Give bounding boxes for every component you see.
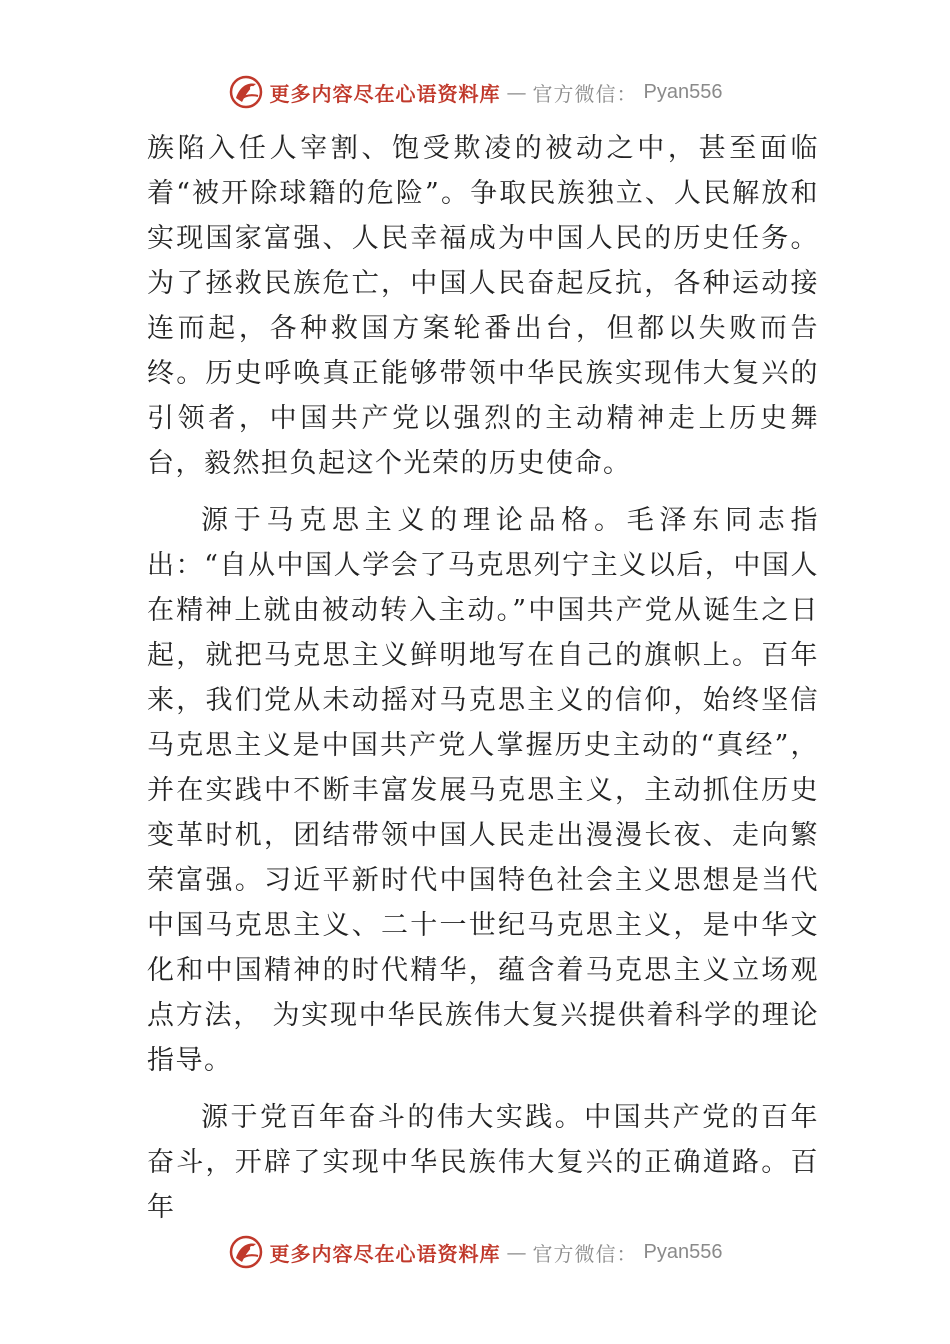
brand-logo-icon [228, 74, 264, 110]
header-wechat-label: 官方微信： [532, 81, 638, 106]
header-brand-text: 更多内容尽在心语资料库 [269, 81, 501, 106]
footer-wechat-label: 官方微信： [532, 1241, 638, 1266]
paragraph-1: 族陷入任人宰割、饱受欺凌的被动之中，甚至面临着“被开除球籍的危险”。争取民族独立、人民解放和实现国家富强、人民幸福成为中国人民的历史任务。为了拯救民族危亡，中国人民奋起反抗，各种运动接连而起，各种救国方案轮番出台，但都以失败而告终。历史呼唤真正能够带领中华民族实现伟大复兴的引领者，中国共产党以强烈的主动精神走上历史舞台，毅然担负起这个光荣的历史使命。 [147, 133, 819, 479]
document-body [147, 126, 819, 1230]
paragraph-3: 源于党百年奋斗的伟大实践。中国共产党的百年奋斗，开辟了实现中华民族伟大复兴的正确道路。百年 [147, 1102, 819, 1223]
brand-logo-icon [228, 1234, 264, 1270]
header-watermark [0, 72, 950, 112]
footer-watermark [0, 1232, 950, 1272]
header-wechat-id: Pyan556 [643, 80, 723, 103]
footer-brand-text: 更多内容尽在心语资料库 [269, 1241, 501, 1266]
paragraph-2: 源于马克思主义的理论品格。毛泽东同志指出：“自从中国人学会了马克思列宁主义以后，中国人在精神上就由被动转入主动。”中国共产党从诞生之日起，就把马克思主义鲜明地写在自己的旗帜上。百年来，我们党从未动摇对马克思主义的信仰，始终坚信马克思主义是中国共产党人掌握历史主动的“真经”，并在实践中不断丰富发展马克思主义，主动抓住历史变革时机，团结带领中国人民走出漫漫长夜、走向繁荣富强。习近平新时代中国特色社会主义思想是当代中国马克思主义、二十一世纪马克思主义，是中华文化和中国精神的时代精华，蕴含着马克思主义立场观点方法， 为实现中华民族伟大复兴提供着科学的理论指导。 [147, 505, 819, 1076]
footer-separator: — [506, 1240, 527, 1264]
footer-wechat-id: Pyan556 [643, 1240, 723, 1263]
header-separator: — [506, 80, 527, 104]
